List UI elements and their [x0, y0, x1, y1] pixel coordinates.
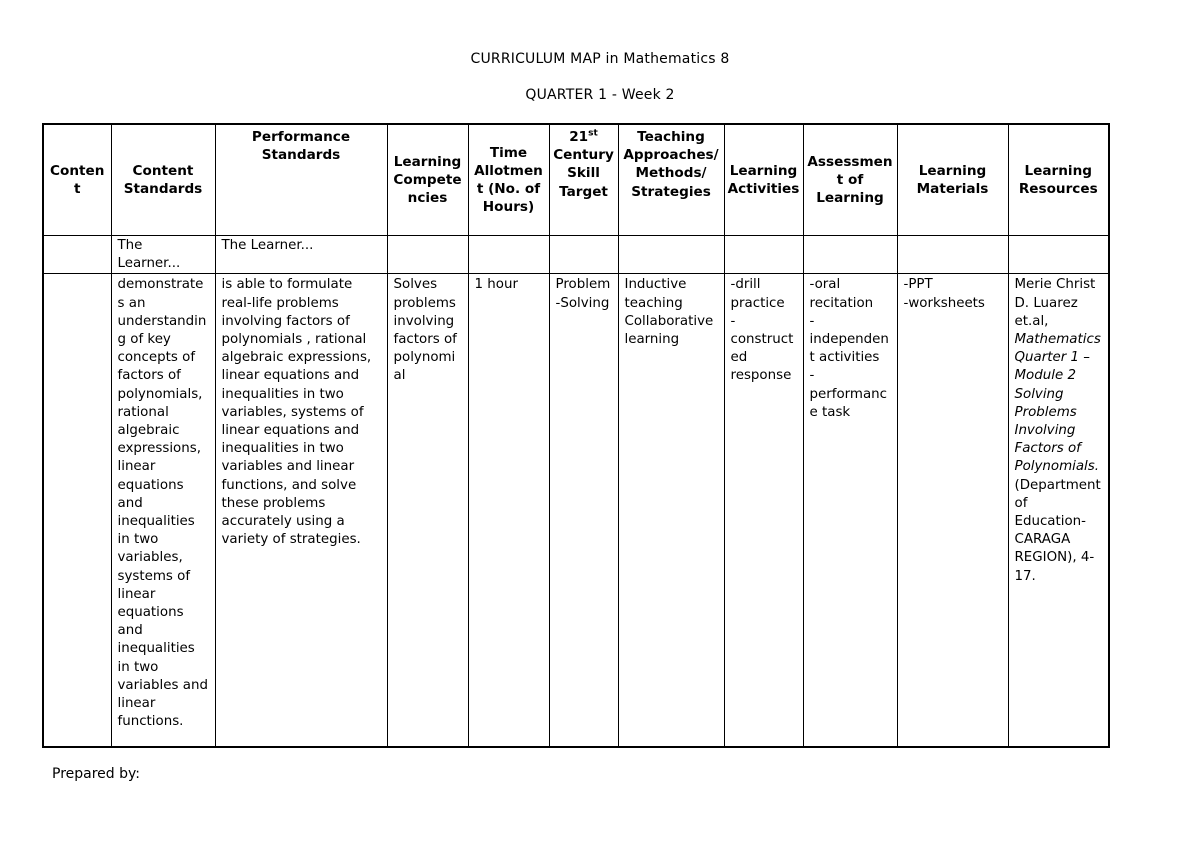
header-learning-materials: Learning Materials: [897, 124, 1008, 236]
cell-learning-competencies: Solves problems involving factors of polynomial: [387, 274, 468, 748]
header-performance-standards: Performance Standards: [215, 124, 387, 236]
sub-cell-performance-standards: The Learner...: [215, 236, 387, 274]
header-learning-resources: Learning Resources: [1008, 124, 1109, 236]
header-learning-activities: Learning Activities: [724, 124, 803, 236]
header-row: [43, 124, 1109, 236]
cell-content: [43, 274, 111, 748]
sub-cell-empty: [387, 236, 468, 274]
activity-item: -constructed response: [730, 313, 794, 384]
resource-author: Merie Christ D. Luarez et.al,: [1014, 277, 1096, 329]
sub-cell-empty: [803, 236, 897, 274]
cell-performance-standards: is able to formulate real-life problems involving factors of polynomials , rational algebraic expressions, linear equations and inequalities in two variables, systems of linear equations and inequalities in two variables and linear functions, and solve these problems accurately using a variety of strategies.: [215, 274, 387, 748]
cell-learning-materials: [897, 274, 1008, 748]
sub-cell-empty: [897, 236, 1008, 274]
cell-learning-activities: [724, 274, 803, 748]
cell-teaching-approaches: Inductive teaching Collaborative learning: [618, 274, 724, 748]
header-content: Content: [43, 124, 111, 236]
sub-cell-empty: [549, 236, 618, 274]
resource-publisher: (Department of Education-CARAGA REGION), 4-17.: [1014, 477, 1101, 584]
assessment-item: -oral recitation: [809, 277, 874, 311]
sub-cell-empty: [724, 236, 803, 274]
header-assessment: Assessment of Learning: [803, 124, 897, 236]
sub-cell-empty: [1008, 236, 1109, 274]
century-sup: st: [588, 128, 598, 139]
header-century-skill: [549, 124, 618, 236]
prepared-by-label: Prepared by:: [52, 766, 140, 782]
cell-time-allotment: 1 hour: [468, 274, 549, 748]
header-time-allotment: Time Allotment (No. of Hours): [468, 124, 549, 236]
assessment-item: -independent activities: [809, 313, 889, 366]
resource-title: Mathematics Quarter 1 – Module 2 Solving Problems Involving Factors of Polynomials.: [1014, 332, 1101, 475]
sub-cell-content: [43, 236, 111, 274]
cell-assessment: [803, 274, 897, 748]
document-subtitle: QUARTER 1 - Week 2: [525, 87, 675, 103]
header-content-standards: Content Standards: [111, 124, 215, 236]
header-learning-competencies: Learning Competencies: [387, 124, 468, 236]
cell-century-skill: Problem-Solving: [549, 274, 618, 748]
assessment-item: -performance task: [809, 368, 888, 420]
material-item: -PPT: [903, 277, 933, 293]
cell-learning-resources: [1008, 274, 1109, 748]
body-row: [43, 274, 1109, 748]
header-teaching-approaches: Teaching Approaches/ Methods/ Strategies: [618, 124, 724, 236]
document-title: CURRICULUM MAP in Mathematics 8: [470, 51, 730, 67]
century-rest: Century Skill Target: [553, 147, 614, 200]
century-prefix: 21: [569, 129, 589, 145]
cell-content-standards: demonstrates an understanding of key concepts of factors of polynomials, rational algebraic expressions, linear equations and inequalities in two variables, systems of linear equations and inequalities in two variables and linear functions.: [111, 274, 215, 748]
sub-cell-empty: [618, 236, 724, 274]
curriculum-table: [42, 123, 1110, 748]
sub-row: [43, 236, 1109, 274]
activity-item: -drill practice: [730, 277, 785, 311]
sub-cell-empty: [468, 236, 549, 274]
material-item: -worksheets: [903, 295, 985, 311]
sub-cell-content-standards: The Learner...: [111, 236, 215, 274]
